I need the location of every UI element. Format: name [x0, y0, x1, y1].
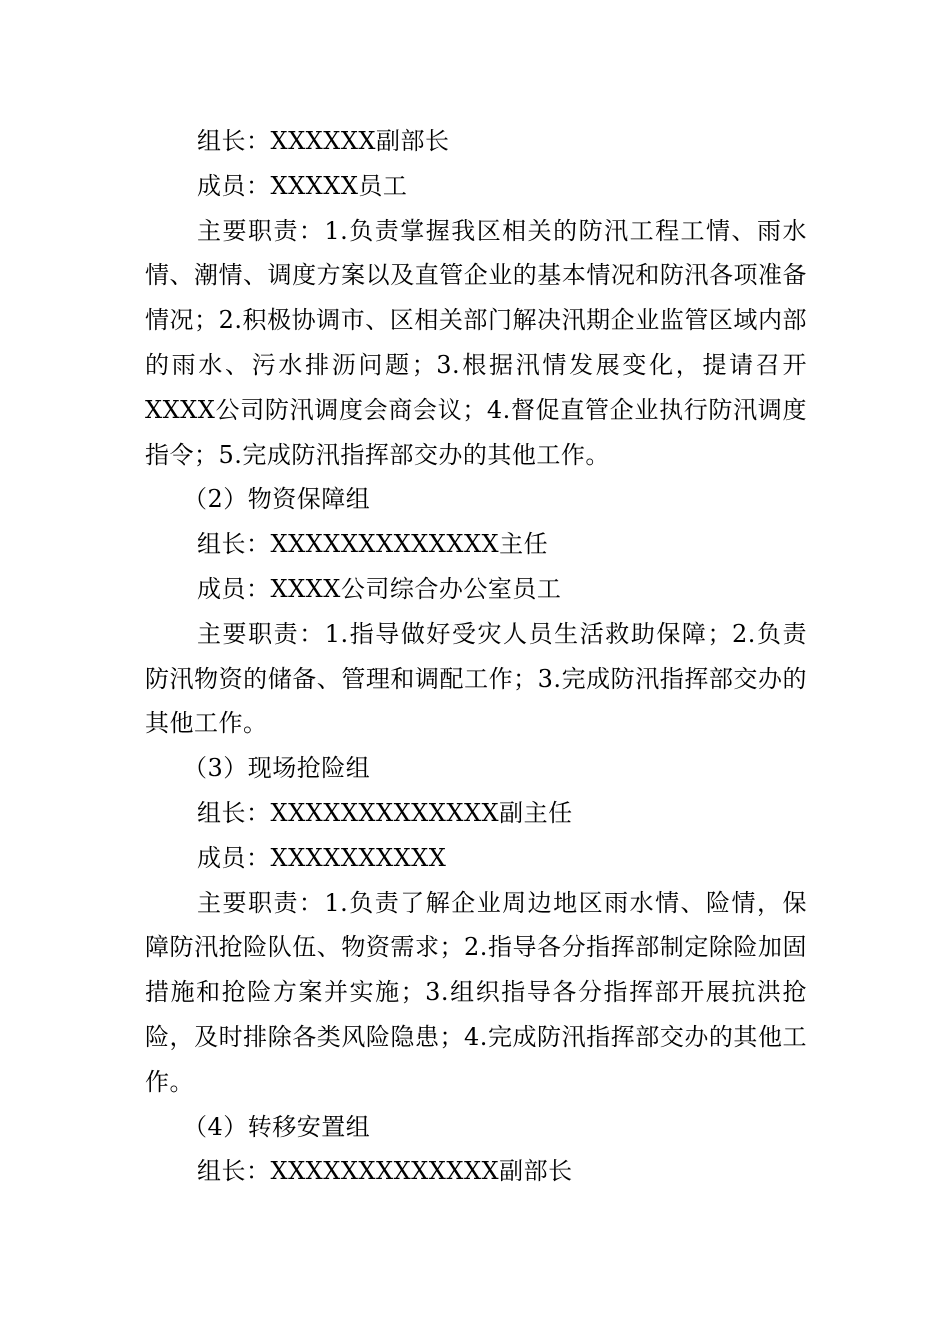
group2-duties: 主要职责：1.指导做好受灾人员生活救助保障；2.负责防汛物资的储备、管理和调配工作；3.完成防汛指挥部交办的其他工作。: [145, 619, 807, 738]
group4-heading: （4）转移安置组: [183, 1112, 371, 1141]
group2-heading: （2）物资保障组: [183, 485, 371, 514]
document-body: [145, 119, 807, 1194]
group3-heading: （3）现场抢险组: [183, 754, 371, 783]
group1-members: 成员：XXXXX员工: [197, 171, 408, 200]
group3-duties: 主要职责：1.负责了解企业周边地区雨水情、险情，保障防汛抢险队伍、物资需求；2.指导各分指挥部制定除险加固措施和抢险方案并实施；3.组织指导各分指挥部开展抗洪抢险，及时排除各类风险隐患；4.完成防汛指挥部交办的其他工作。: [145, 888, 807, 1096]
group2-members: 成员：XXXX公司综合办公室员工: [197, 574, 562, 603]
group1-duties: 主要职责：1.负责掌握我区相关的防汛工程工情、雨水情、潮情、调度方案以及直管企业的基本情况和防汛各项准备情况；2.积极协调市、区相关部门解决汛期企业监管区域内部的雨水、污水排沥问题；3.根据汛情发展变化，提请召开XXXX公司防汛调度会商会议；4.督促直管企业执行防汛调度指令；5.完成防汛指挥部交办的其他工作。: [145, 216, 807, 469]
group1-leader: 组长：XXXXXX副部长: [197, 127, 450, 155]
group3-leader: 组长：XXXXXXXXXXXXX副主任: [197, 798, 573, 827]
group4-leader: 组长：XXXXXXXXXXXXX副部长: [197, 1157, 573, 1186]
group3-members: 成员：XXXXXXXXXX: [197, 843, 447, 872]
group2-leader: 组长：XXXXXXXXXXXXX主任: [197, 530, 549, 559]
